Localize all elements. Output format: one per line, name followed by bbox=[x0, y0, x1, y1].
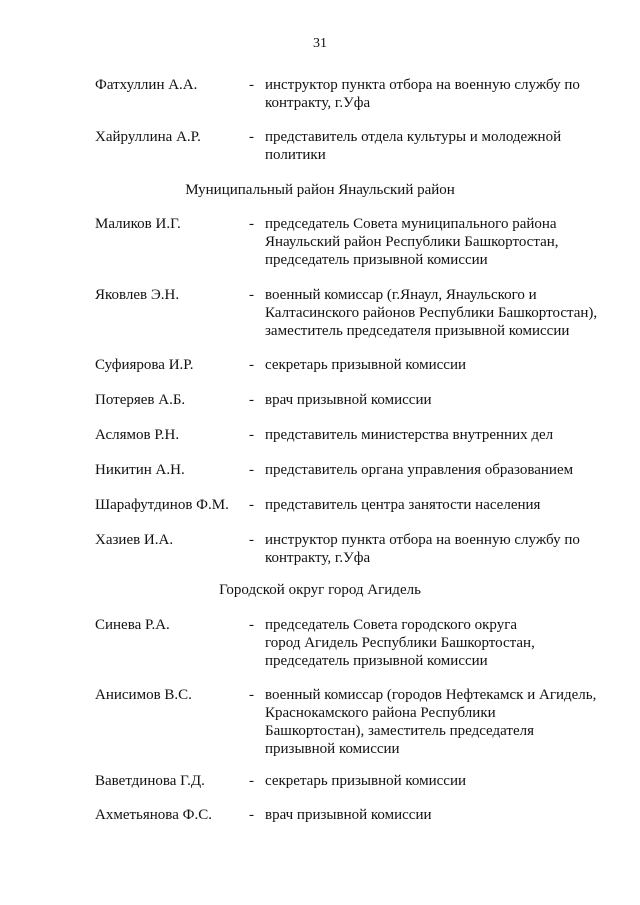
dash-separator: - bbox=[249, 77, 254, 93]
dash-separator: - bbox=[249, 497, 254, 513]
dash-separator: - bbox=[249, 807, 254, 823]
member-name: Маликов И.Г. bbox=[95, 216, 181, 232]
dash-separator: - bbox=[249, 773, 254, 789]
member-name: Синева Р.А. bbox=[95, 617, 170, 633]
dash-separator: - bbox=[249, 357, 254, 373]
section-heading: Городской округ город Агидель bbox=[219, 582, 421, 598]
member-name: Хайруллина А.Р. bbox=[95, 129, 201, 145]
member-role: представитель отдела культуры и молодежной политики bbox=[265, 129, 562, 163]
member-name: Потеряев А.Б. bbox=[95, 392, 186, 408]
dash-separator: - bbox=[249, 287, 254, 303]
member-role: представитель центра занятости населения bbox=[265, 497, 541, 513]
member-role: председатель Совета муниципального района Янаульский район Республики Башкортостан, председатель призывной комиссии bbox=[265, 216, 559, 268]
member-role: военный комиссар (г.Янаул, Янаульского и Калтасинского районов Республики Башкортостан), заместитель председателя призывной комиссии bbox=[265, 287, 598, 339]
page-number: 31 bbox=[313, 36, 327, 51]
dash-separator: - bbox=[249, 392, 254, 408]
dash-separator: - bbox=[249, 687, 254, 703]
member-name: Хазиев И.А. bbox=[95, 532, 174, 548]
member-name: Фатхуллин А.А. bbox=[95, 77, 198, 93]
dash-separator: - bbox=[249, 532, 254, 548]
member-name: Ваветдинова Г.Д. bbox=[95, 773, 205, 789]
member-role: инструктор пункта отбора на военную службу по контракту, г.Уфа bbox=[265, 532, 580, 566]
member-name: Аслямов Р.Н. bbox=[95, 427, 180, 443]
member-role: председатель Совета городского округа город Агидель Республики Башкортостан, председатель призывной комиссии bbox=[265, 617, 535, 669]
member-role: военный комиссар (городов Нефтекамск и Агидель, Краснокамского района Республики Башкортостан), заместитель председателя призывной комиссии bbox=[265, 687, 597, 757]
member-name: Яковлев Э.Н. bbox=[95, 287, 180, 303]
member-role: представитель органа управления образованием bbox=[265, 462, 574, 478]
member-role: секретарь призывной комиссии bbox=[265, 357, 467, 373]
member-role: врач призывной комиссии bbox=[265, 807, 432, 823]
member-role: секретарь призывной комиссии bbox=[265, 773, 467, 789]
member-role: представитель министерства внутренних дел bbox=[265, 427, 554, 443]
member-name: Анисимов В.С. bbox=[95, 687, 192, 703]
member-name: Никитин А.Н. bbox=[95, 462, 185, 478]
dash-separator: - bbox=[249, 216, 254, 232]
member-role: инструктор пункта отбора на военную службу по контракту, г.Уфа bbox=[265, 77, 580, 111]
dash-separator: - bbox=[249, 129, 254, 145]
member-role: врач призывной комиссии bbox=[265, 392, 432, 408]
member-name: Суфиярова И.Р. bbox=[95, 357, 194, 373]
section-heading: Муниципальный район Янаульский район bbox=[185, 182, 455, 198]
member-name: Шарафутдинов Ф.М. bbox=[95, 497, 229, 513]
dash-separator: - bbox=[249, 462, 254, 478]
dash-separator: - bbox=[249, 617, 254, 633]
member-name: Ахметьянова Ф.С. bbox=[95, 807, 212, 823]
dash-separator: - bbox=[249, 427, 254, 443]
